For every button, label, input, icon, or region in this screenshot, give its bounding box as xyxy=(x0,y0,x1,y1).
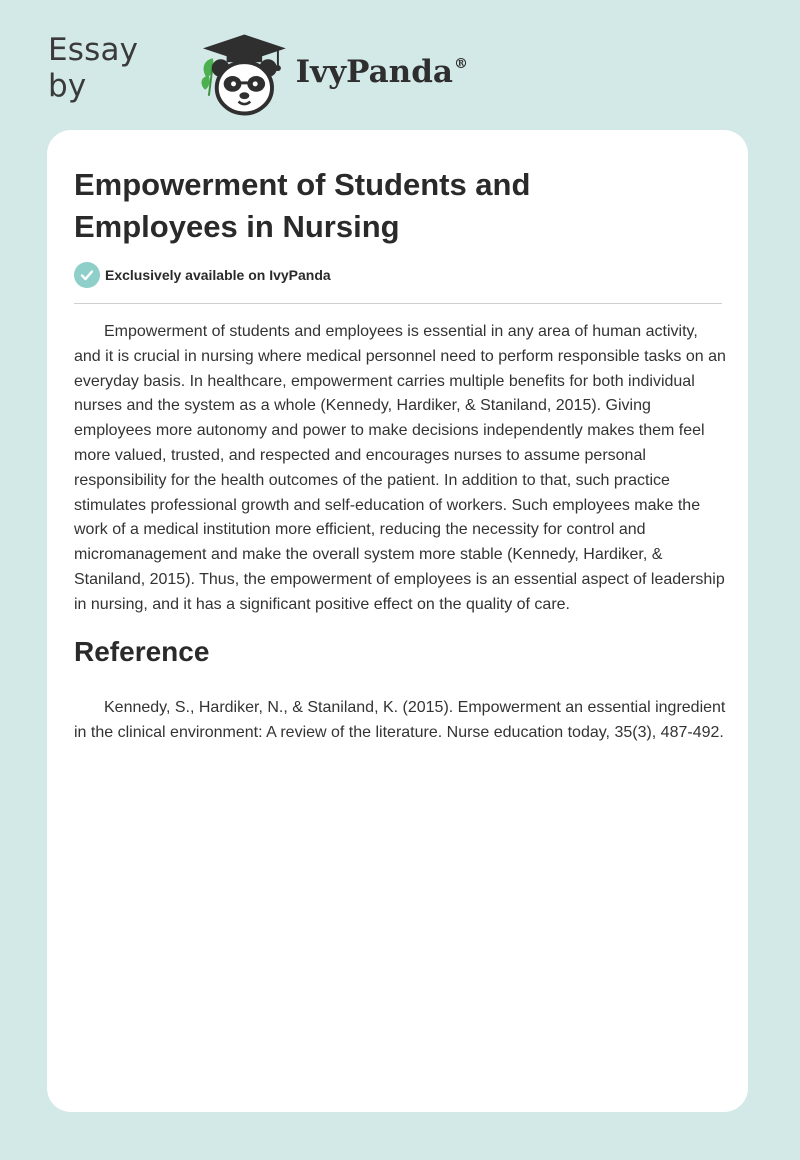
check-circle-icon xyxy=(74,262,100,288)
title-divider xyxy=(74,303,722,304)
essay-title: Empowerment of Students and Employees in Nursing xyxy=(74,167,531,244)
reference-entry: Kennedy, S., Hardiker, N., & Staniland, K. (2015). Empowerment an essential ingredient in the clinical environment: A review of the literature. Nurse education today, 35(3), 487-492. xyxy=(74,699,726,741)
registered-mark: ® xyxy=(454,56,468,72)
reference-heading: Reference xyxy=(74,636,210,667)
essay-body-paragraph: Empowerment of students and employees is essential in any area of human activity, and it is crucial in nursing where medical personnel need to perform responsible tasks on an everyday basis. In healthcare, empowerment carries multiple benefits for both individual nurses and the system as a whole (Kennedy, Hardiker, & Staniland, 2015). Giving employees more autonomy and power to make decisions independently makes them feel more valued, trusted, and respected and encourages nurses to assume personal responsibility for the health outcomes of the patient. In addition to that, such practice stimulates professional growth and self-education of workers. Such employees make the work of a medical institution more efficient, reducing the necessity for control and micromanagement and make the overall system more stable (Kennedy, Hardiker, & Staniland, 2015). Thus, the empowerment of employees is an essential aspect of leadership in nursing, and it has a significant positive effect on the quality of care. xyxy=(74,323,726,613)
brand-text: IvyPanda xyxy=(295,54,453,90)
brand-name xyxy=(296,54,468,90)
exclusive-label: Exclusively available on IvyPanda xyxy=(105,267,331,283)
checkmark-icon xyxy=(80,268,94,282)
site-header xyxy=(48,30,468,120)
panda-graduate-icon xyxy=(199,30,290,120)
essay-by-label: Essay by xyxy=(48,32,139,104)
essay-card xyxy=(47,130,748,1112)
exclusive-badge xyxy=(74,262,331,288)
